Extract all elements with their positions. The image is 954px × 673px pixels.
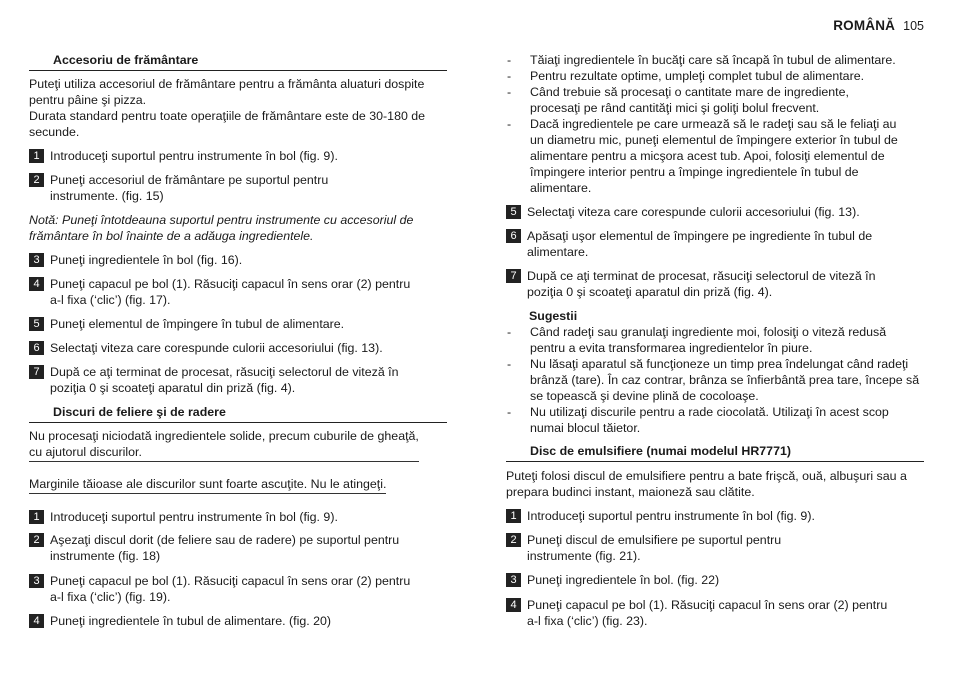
step-number: 2 <box>506 533 521 547</box>
step-number: 5 <box>506 205 521 219</box>
bullet-text: procesaţi pe rând cantităţi mici şi goliţi bolul frecvent. <box>530 101 820 115</box>
step-text: Aşezaţi discul dorit (de feliere sau de radere) pe suportul pentru <box>50 533 400 547</box>
text-line: pentru pâine şi pizza. <box>29 93 147 107</box>
step-item <box>506 572 924 588</box>
step-text: poziţia 0 şi scoateţi aparatul din priză (fig. 4). <box>50 381 296 395</box>
step-number: 1 <box>29 149 44 163</box>
step-text: Puneţi elementul de împingere în tubul de alimentare. <box>50 317 345 331</box>
bullet-item <box>506 52 924 68</box>
step-number: 4 <box>29 277 44 291</box>
tip-text: numai blocul tăietor. <box>530 421 641 435</box>
step-item <box>29 148 447 164</box>
step-item <box>29 252 447 268</box>
page-number: 105 <box>903 19 924 33</box>
step-text: alimentare. <box>527 245 589 259</box>
bullet-text: alimentare pentru a micşora acest tub. Apoi, folosiţi elementul de <box>530 149 885 163</box>
step-item <box>29 364 447 396</box>
bullet-text: Când trebuie să procesaţi o cantitate mare de ingrediente, <box>530 85 849 99</box>
step-text: instrumente (fig. 21). <box>527 549 641 563</box>
step-item <box>29 276 447 308</box>
step-text: Puneţi ingredientele în tubul de alimentare. (fig. 20) <box>50 614 332 628</box>
step-text: a-l fixa (‘clic’) (fig. 17). <box>50 293 171 307</box>
step-text: Puneţi capacul pe bol (1). Răsuciţi capacul în sens orar (2) pentru <box>50 277 411 291</box>
step-text: Puneţi discul de emulsifiere pe suportul pentru <box>527 533 782 547</box>
bullet-text: Tăiaţi ingredientele în bucăţi care să încapă în tubul de alimentare. <box>530 53 896 67</box>
bullet-text: un diametru mic, puneţi elementul de împingere exterior în tubul de <box>530 133 898 147</box>
step-text: Puneţi accesoriul de frământare pe suportul pentru <box>50 173 329 187</box>
step-item <box>29 509 447 525</box>
tip-item <box>506 404 924 436</box>
kneading-note <box>29 212 447 244</box>
bullet-text: împingere interior pentru a împinge ingredientele în tubul de <box>530 165 859 179</box>
step-item <box>506 228 924 260</box>
bullet-dash: - <box>507 53 512 67</box>
step-number: 7 <box>506 269 521 283</box>
step-text: Puneţi capacul pe bol (1). Răsuciţi capacul în sens orar (2) pentru <box>527 598 888 612</box>
step-text: Selectaţi viteza care corespunde culorii accesoriului (fig. 13). <box>50 341 383 355</box>
bullet-dash: - <box>507 117 512 131</box>
bullet-dash: - <box>507 69 512 83</box>
step-number: 2 <box>29 533 44 547</box>
note-line: Notă: Puneţi întotdeauna suportul pentru instrumente cu accesoriul de <box>29 213 414 227</box>
text-line: Puteţi utiliza accesoriul de frământare pentru a frământa aluaturi dospite <box>29 77 425 91</box>
step-text: instrumente. (fig. 15) <box>50 189 164 203</box>
tip-text: se topească şi devine plină de cocoloaşe. <box>530 389 759 403</box>
step-number: 4 <box>29 614 44 628</box>
step-item <box>506 532 924 564</box>
kneading-intro <box>29 76 447 140</box>
text-line: prepara budinci instant, maioneză sau clătite. <box>506 485 755 499</box>
bullet-dash: - <box>507 325 512 339</box>
step-item <box>29 532 447 564</box>
step-number: 3 <box>29 574 44 588</box>
step-text: Introduceţi suportul pentru instrumente în bol (fig. 9). <box>527 509 815 523</box>
tip-text: Nu lăsaţi aparatul să funcţioneze un timp prea îndelungat când radeţi <box>530 357 909 371</box>
step-text: Puneţi ingredientele în bol. (fig. 22) <box>527 573 720 587</box>
step-text: După ce aţi terminat de procesat, răsuciţi selectorul de viteză în <box>50 365 399 379</box>
section-heading-emulsifier: Disc de emulsifiere (numai modelul HR7771) <box>506 443 924 462</box>
caution-line: Marginile tăioase ale discurilor sunt foarte ascuţite. Nu le atingeţi. <box>29 476 386 494</box>
tip-text: Când radeţi sau granulaţi ingrediente moi, folosiţi o viteză redusă <box>530 325 887 339</box>
step-number: 1 <box>29 510 44 524</box>
step-number: 1 <box>506 509 521 523</box>
step-item <box>29 340 447 356</box>
step-text: Apăsaţi uşor elementul de împingere pe ingrediente în tubul de <box>527 229 873 243</box>
tip-item <box>506 324 924 356</box>
step-item <box>506 268 924 300</box>
step-text: instrumente (fig. 18) <box>50 549 161 563</box>
tip-item <box>506 356 924 404</box>
step-text: a-l fixa (‘clic’) (fig. 19). <box>50 590 171 604</box>
tips-list <box>506 324 924 436</box>
bullet-dash: - <box>507 357 512 371</box>
section-heading-discs: Discuri de feliere şi de radere <box>29 404 447 423</box>
step-text: poziţia 0 şi scoateţi aparatul din priză (fig. 4). <box>527 285 773 299</box>
text-line: Durata standard pentru toate operaţiile de frământare este de 30-180 de <box>29 109 426 123</box>
step-number: 5 <box>29 317 44 331</box>
emulsifier-intro <box>506 468 924 500</box>
warning-line: cu ajutorul discurilor. <box>29 445 142 459</box>
step-text: Puneţi ingredientele în bol (fig. 16). <box>50 253 243 267</box>
bullet-text: alimentare. <box>530 181 592 195</box>
step-number: 7 <box>29 365 44 379</box>
bullet-list <box>506 52 924 196</box>
step-text: Selectaţi viteza care corespunde culorii accesoriului (fig. 13). <box>527 205 860 219</box>
bullet-text: Dacă ingredientele pe care urmează să le radeţi sau să le feliaţi au <box>530 117 897 131</box>
step-number: 6 <box>506 229 521 243</box>
bullet-dash: - <box>507 85 512 99</box>
section-heading-kneading: Accesoriu de frământare <box>29 52 447 71</box>
step-item <box>29 172 447 204</box>
bullet-dash: - <box>507 405 512 419</box>
bullet-item <box>506 84 924 116</box>
step-text: După ce aţi terminat de procesat, răsuciţi selectorul de viteză în <box>527 269 876 283</box>
discs-caution <box>29 476 447 494</box>
warning-block <box>29 428 419 462</box>
text-line: Puteţi folosi discul de emulsifiere pentru a bate frişcă, ouă, albuşuri sau a <box>506 469 907 483</box>
step-number: 3 <box>29 253 44 267</box>
tip-text: Nu utilizaţi discurile pentru a rade ciocolată. Utilizaţi în acest scop <box>530 405 889 419</box>
warning-line: Nu procesaţi niciodată ingredientele solide, precum cuburile de gheaţă, <box>29 429 419 443</box>
bullet-text: Pentru rezultate optime, umpleţi complet tubul de alimentare. <box>530 69 865 83</box>
step-text: a-l fixa (‘clic’) (fig. 23). <box>527 614 648 628</box>
step-item <box>29 316 447 332</box>
step-item <box>29 573 447 605</box>
step-text: Introduceţi suportul pentru instrumente în bol (fig. 9). <box>50 149 338 163</box>
step-number: 6 <box>29 341 44 355</box>
tip-text: pentru a evita transformarea ingredientelor în piure. <box>530 341 813 355</box>
step-item <box>506 204 924 220</box>
discs-warning <box>29 428 447 462</box>
step-item <box>29 613 447 629</box>
tips-heading: Sugestii <box>529 309 578 323</box>
tip-text: brânză (tare). În caz contrar, brânza se înfierbântă prea tare, începe să <box>530 373 920 387</box>
bullet-item <box>506 68 924 84</box>
step-item <box>506 597 924 629</box>
language-label: ROMÂNĂ <box>833 18 896 33</box>
step-item <box>506 508 924 524</box>
page-header <box>833 18 924 33</box>
note-line: frământare în bol înainte de a adăuga ingredientele. <box>29 229 314 243</box>
step-text: Introduceţi suportul pentru instrumente în bol (fig. 9). <box>50 510 338 524</box>
text-line: secunde. <box>29 125 80 139</box>
bullet-item <box>506 116 924 196</box>
step-text: Puneţi capacul pe bol (1). Răsuciţi capacul în sens orar (2) pentru <box>50 574 411 588</box>
step-number: 3 <box>506 573 521 587</box>
step-number: 4 <box>506 598 521 612</box>
step-number: 2 <box>29 173 44 187</box>
